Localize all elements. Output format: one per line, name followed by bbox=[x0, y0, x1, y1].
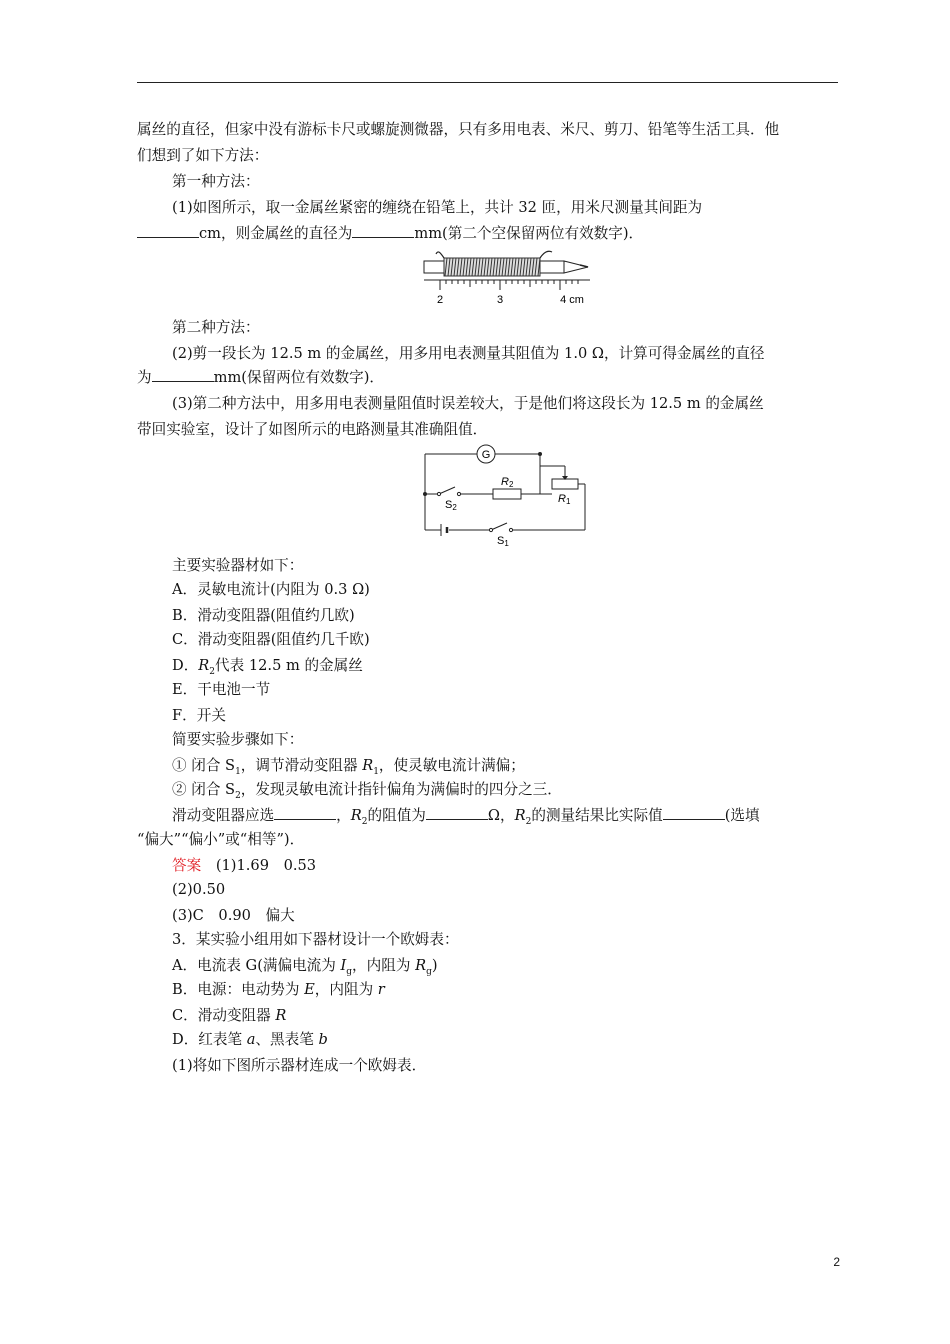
circuit-figure bbox=[415, 442, 595, 548]
answer-label: 答案 bbox=[172, 857, 202, 874]
answer-blank bbox=[274, 806, 336, 820]
q3-stem: 3．某实验小组用如下器材设计一个欧姆表： bbox=[172, 931, 459, 948]
final-question-line-1: 滑动变阻器应选 ，$R_2$的阻值为 Ω，$R_2$的测量结果比实际值 (选填 bbox=[172, 807, 760, 827]
q1-unit-1: cm，则金属丝的直径为 bbox=[199, 225, 353, 242]
question-1-line-1: (1)如图所示，取一金属丝紧密的缠绕在铅笔上，共计 32 匝，用米尺测量其间距为 bbox=[172, 199, 703, 216]
header-rule bbox=[137, 82, 838, 83]
equipment-item-b: B．滑动变阻器(阻值约几欧) bbox=[172, 607, 355, 624]
step-1: ① 闭合 $S_1$，调节滑动变阻器 $R_1$，使灵敏电流计满偏； bbox=[172, 757, 525, 777]
equipment-item-c: C．滑动变阻器(阻值约几千欧) bbox=[172, 631, 370, 648]
equipment-item-f: F．开关 bbox=[172, 707, 226, 724]
equipment-item-a: A．灵敏电流计(内阻为 0.3 Ω) bbox=[172, 581, 370, 598]
answer-blank bbox=[426, 806, 488, 820]
s2-label: S2 bbox=[445, 499, 457, 512]
q3-task: (1)将如下图所示器材连成一个欧姆表． bbox=[172, 1057, 427, 1074]
question-2-line-1: (2)剪一段长为 12.5 m 的金属丝，用多用电表测量其阻值为 1.0 Ω，计算可得金属丝的直径 bbox=[172, 345, 765, 362]
steps-heading: 简要实验步骤如下： bbox=[172, 731, 304, 748]
q3-item-a: A．电流表 G(满偏电流为 $I_g$，内阻为 $R_g$) bbox=[172, 957, 438, 977]
q3-item-c: C．滑动变阻器 R bbox=[172, 1007, 287, 1024]
equipment-item-d: D．$R_2$代表 12.5 m 的金属丝 bbox=[172, 657, 363, 677]
equipment-item-e: E．干电池一节 bbox=[172, 681, 271, 698]
pencil-ruler-figure bbox=[420, 250, 600, 310]
method2-heading: 第二种方法： bbox=[172, 319, 260, 336]
question-2-line-2 bbox=[137, 368, 384, 388]
ruler-label-3: 3 bbox=[496, 294, 504, 306]
method1-heading: 第一种方法： bbox=[172, 173, 260, 190]
question-3-line-2: 带回实验室，设计了如图所示的电路测量其准确阻值． bbox=[137, 421, 488, 438]
intro-line-2: 们想到了如下方法： bbox=[137, 147, 269, 164]
step-2: ② 闭合 $S_2$，发现灵敏电流计指针偏角为满偏时的四分之三． bbox=[172, 781, 562, 801]
final-question-line-2: “偏大”“偏小”或“相等”)． bbox=[137, 831, 305, 848]
r2-label: R2 bbox=[501, 476, 514, 489]
answer-line-1: 答案 (1)1.69 0.53 bbox=[172, 857, 317, 874]
question-3-line-1: (3)第二种方法中，用多用电表测量阻值时误差较大，于是他们将这段长为 12.5 m 的金属丝 bbox=[172, 395, 764, 412]
resistor-r1 bbox=[552, 479, 578, 489]
page-number: 2 bbox=[833, 1255, 840, 1269]
r1-label: R1 bbox=[558, 493, 571, 506]
answer-line-2: (2)0.50 bbox=[172, 881, 226, 898]
answer-line-3: (3)C 0.90 偏大 bbox=[172, 907, 295, 924]
answer-blank bbox=[137, 224, 199, 238]
intro-line-1: 属丝的直径，但家中没有游标卡尺或螺旋测微器，只有多用电表、米尺、剪刀、铅笔等生活工具．他 bbox=[137, 121, 780, 138]
ruler-label-2: 2 bbox=[436, 294, 444, 306]
pencil-tip bbox=[564, 261, 588, 273]
answer-blank bbox=[352, 224, 414, 238]
q1-unit-2: mm(第二个空保留两位有效数字)． bbox=[414, 225, 644, 242]
q3-item-d: D．红表笔 a、黑表笔 b bbox=[172, 1031, 328, 1048]
resistor-r2 bbox=[493, 489, 521, 499]
q2-prefix: 为 bbox=[137, 369, 152, 386]
ruler-ticks bbox=[440, 280, 578, 290]
galvanometer-label: G bbox=[481, 449, 491, 461]
s1-label: S1 bbox=[497, 535, 509, 548]
answer-blank bbox=[152, 368, 214, 382]
equipment-heading: 主要实验器材如下： bbox=[172, 557, 304, 574]
wire-coil bbox=[444, 258, 540, 276]
ruler-label-4cm: 4 cm bbox=[560, 294, 584, 306]
q3-item-b: B．电源：电动势为 E，内阻为 r bbox=[172, 981, 385, 998]
question-1-line-2 bbox=[137, 224, 643, 244]
answer-blank bbox=[663, 806, 725, 820]
q2-suffix: mm(保留两位有效数字)． bbox=[213, 369, 385, 386]
